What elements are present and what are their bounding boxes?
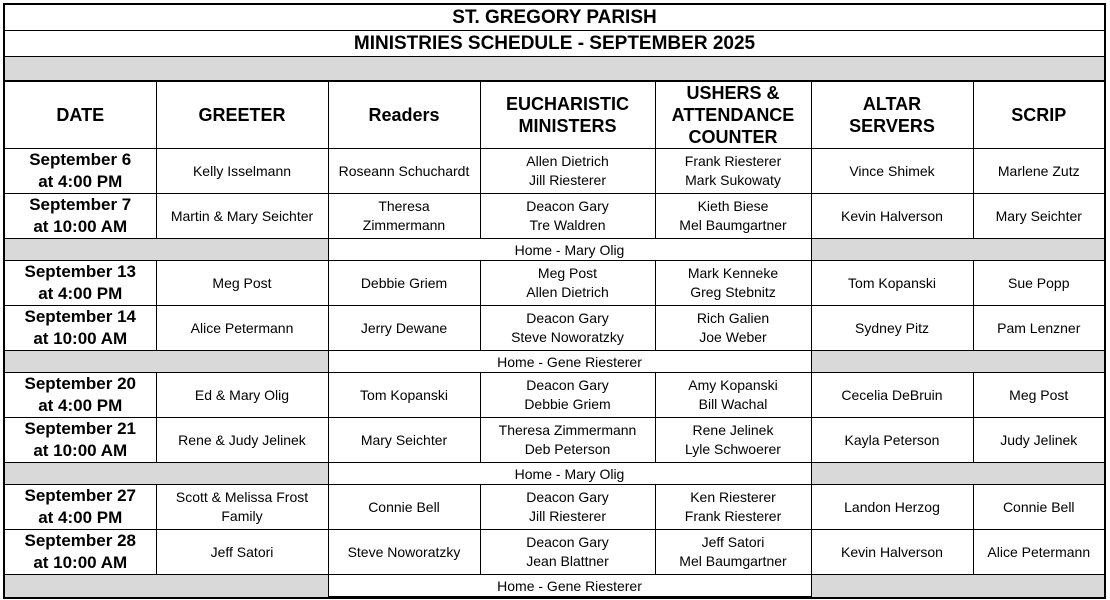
greeter-name: Family <box>221 508 263 524</box>
readers-name: Debbie Griem <box>360 274 448 291</box>
ushers-cell <box>655 485 811 530</box>
home-row <box>5 575 1104 597</box>
eucharistic-cell <box>480 485 655 530</box>
altar-cell <box>811 149 973 194</box>
altar-cell <box>811 194 973 239</box>
service-row <box>5 485 1104 530</box>
greeter-cell <box>156 194 328 239</box>
header-date: DATE <box>5 82 156 149</box>
altar-name: Landon Herzog <box>844 498 940 515</box>
service-row <box>5 306 1104 351</box>
home-row-fill <box>5 351 328 373</box>
readers-cell <box>328 485 480 530</box>
greeter-name: Ed & Mary Olig <box>194 386 290 403</box>
home-row-fill <box>811 463 1104 485</box>
readers-cell <box>328 373 480 418</box>
home-row-fill <box>5 239 328 261</box>
readers-name: Roseann Schuchardt <box>338 162 470 179</box>
readers-cell <box>328 306 480 351</box>
altar-cell <box>811 530 973 575</box>
scrip-name: Alice Petermann <box>987 543 1091 560</box>
home-assignment: Home - Gene Riesterer <box>328 351 811 373</box>
eucharistic-name: Allen Dietrich <box>526 153 609 169</box>
service-date: September 21 <box>24 419 136 438</box>
header-spacer <box>5 57 1104 81</box>
greeter-cell <box>156 261 328 306</box>
scrip-name: Connie Bell <box>1002 498 1075 515</box>
eucharistic-cell <box>480 149 655 194</box>
home-row <box>5 239 1104 261</box>
service-date-cell <box>5 261 156 306</box>
service-date-cell <box>5 373 156 418</box>
eucharistic-name: Deacon Gary <box>526 377 609 393</box>
ushers-cell <box>655 194 811 239</box>
readers-name: Jerry Dewane <box>360 319 448 336</box>
ushers-name: Mel Baumgartner <box>679 217 787 233</box>
greeter-cell <box>156 149 328 194</box>
service-date: September 13 <box>24 262 136 281</box>
greeter-name: Jeff Satori <box>210 543 274 560</box>
home-row-fill <box>811 575 1104 597</box>
service-time: at 10:00 AM <box>33 553 128 572</box>
header-altar-servers: ALTAR SERVERS <box>811 82 973 149</box>
eucharistic-name: Debbie Griem <box>524 396 611 412</box>
greeter-name: Scott & Melissa Frost <box>175 489 309 505</box>
altar-name: Kevin Halverson <box>841 543 943 560</box>
scrip-name: Marlene Zutz <box>997 162 1080 179</box>
altar-name: Sydney Pitz <box>855 319 929 336</box>
ushers-name: Mark Sukowaty <box>685 172 781 188</box>
eucharistic-cell <box>480 418 655 463</box>
service-date-cell <box>5 418 156 463</box>
ushers-name: Bill Wachal <box>698 396 768 412</box>
ushers-cell <box>655 373 811 418</box>
home-row-fill <box>5 463 328 485</box>
altar-cell <box>811 485 973 530</box>
readers-cell <box>328 194 480 239</box>
service-time: at 10:00 AM <box>33 329 128 348</box>
greeter-cell <box>156 373 328 418</box>
scrip-cell <box>973 418 1104 463</box>
scrip-cell <box>973 485 1104 530</box>
eucharistic-cell <box>480 373 655 418</box>
readers-name: Zimmermann <box>362 217 446 233</box>
home-assignment: Home - Gene Riesterer <box>328 575 811 597</box>
service-time: at 4:00 PM <box>38 396 123 415</box>
eucharistic-cell <box>480 194 655 239</box>
service-date-cell <box>5 530 156 575</box>
eucharistic-cell <box>480 261 655 306</box>
service-time: at 4:00 PM <box>38 172 123 191</box>
service-row <box>5 373 1104 418</box>
eucharistic-name: Steve Noworatzky <box>511 329 624 345</box>
eucharistic-name: Deacon Gary <box>526 198 609 214</box>
service-date-cell <box>5 485 156 530</box>
ushers-name: Ken Riesterer <box>690 489 776 505</box>
readers-name: Mary Seichter <box>360 431 448 448</box>
eucharistic-cell <box>480 306 655 351</box>
ushers-name: Amy Kopanski <box>688 377 778 393</box>
scrip-cell <box>973 373 1104 418</box>
ushers-name: Rich Galien <box>696 310 770 326</box>
home-row-fill <box>5 575 328 597</box>
eucharistic-name: Allen Dietrich <box>526 284 609 300</box>
eucharistic-name: Tre Waldren <box>529 217 606 233</box>
readers-name: Steve Noworatzky <box>347 543 461 560</box>
header-readers: Readers <box>328 82 480 149</box>
ushers-name: Frank Riesterer <box>684 153 782 169</box>
scrip-cell <box>973 149 1104 194</box>
scrip-cell <box>973 530 1104 575</box>
eucharistic-name: Jill Riesterer <box>528 172 606 188</box>
greeter-cell <box>156 485 328 530</box>
service-time: at 4:00 PM <box>38 508 123 527</box>
altar-name: Cecelia DeBruin <box>841 386 943 403</box>
greeter-cell <box>156 418 328 463</box>
service-date: September 7 <box>29 195 132 214</box>
greeter-name: Kelly Isselmann <box>192 162 292 179</box>
service-date: September 6 <box>29 150 132 169</box>
scrip-cell <box>973 306 1104 351</box>
schedule-table <box>5 81 1104 597</box>
eucharistic-name: Deacon Gary <box>526 534 609 550</box>
altar-name: Kevin Halverson <box>841 207 943 224</box>
home-row <box>5 351 1104 373</box>
header-scrip: SCRIP <box>973 82 1104 149</box>
eucharistic-cell <box>480 530 655 575</box>
eucharistic-name: Deacon Gary <box>526 489 609 505</box>
service-time: at 4:00 PM <box>38 284 123 303</box>
service-date-cell <box>5 306 156 351</box>
readers-cell <box>328 530 480 575</box>
ushers-name: Frank Riesterer <box>684 508 782 524</box>
altar-cell <box>811 261 973 306</box>
ushers-name: Lyle Schwoerer <box>685 441 781 457</box>
service-date: September 14 <box>24 307 136 326</box>
scrip-name: Mary Seichter <box>995 207 1082 224</box>
scrip-name: Pam Lenzner <box>997 319 1081 336</box>
service-date-cell <box>5 194 156 239</box>
ushers-cell <box>655 261 811 306</box>
home-assignment: Home - Mary Olig <box>328 239 811 261</box>
altar-cell <box>811 373 973 418</box>
eucharistic-name: Jean Blattner <box>526 553 609 569</box>
eucharistic-name: Jill Riesterer <box>528 508 606 524</box>
ushers-name: Jeff Satori <box>701 534 765 550</box>
service-row <box>5 194 1104 239</box>
header-row <box>5 82 1104 149</box>
service-row <box>5 418 1104 463</box>
service-row <box>5 149 1104 194</box>
readers-name: Tom Kopanski <box>360 386 448 403</box>
ushers-cell <box>655 530 811 575</box>
service-time: at 10:00 AM <box>33 441 128 460</box>
header-greeter: GREETER <box>156 82 328 149</box>
readers-name: Connie Bell <box>368 498 440 515</box>
schedule-sheet <box>3 3 1106 599</box>
eucharistic-name: Meg Post <box>537 265 598 281</box>
greeter-cell <box>156 530 328 575</box>
service-row <box>5 261 1104 306</box>
scrip-name: Sue Popp <box>1008 274 1070 291</box>
service-row <box>5 530 1104 575</box>
home-row <box>5 463 1104 485</box>
schedule-body <box>5 149 1104 597</box>
service-date: September 20 <box>24 374 136 393</box>
ushers-cell <box>655 149 811 194</box>
scrip-cell <box>973 194 1104 239</box>
header-eucharistic-ministers: EUCHARISTIC MINISTERS <box>480 82 655 149</box>
altar-name: Kayla Peterson <box>844 431 940 448</box>
scrip-name: Judy Jelinek <box>1000 431 1078 448</box>
eucharistic-name: Theresa Zimmermann <box>498 422 637 438</box>
eucharistic-name: Deacon Gary <box>526 310 609 326</box>
scrip-name: Meg Post <box>1009 386 1069 403</box>
greeter-name: Rene & Judy Jelinek <box>178 431 306 448</box>
readers-name: Theresa <box>378 198 430 214</box>
ushers-name: Rene Jelinek <box>692 422 774 438</box>
altar-name: Vince Shimek <box>849 162 935 179</box>
altar-name: Tom Kopanski <box>848 274 936 291</box>
ushers-name: Joe Weber <box>699 329 767 345</box>
ushers-name: Mark Kenneke <box>687 265 779 281</box>
greeter-name: Meg Post <box>212 274 272 291</box>
ushers-name: Mel Baumgartner <box>679 553 787 569</box>
greeter-name: Martin & Mary Seichter <box>170 207 314 224</box>
eucharistic-name: Deb Peterson <box>524 441 611 457</box>
service-date: September 28 <box>24 531 136 550</box>
altar-cell <box>811 418 973 463</box>
altar-cell <box>811 306 973 351</box>
service-time: at 10:00 AM <box>33 217 128 236</box>
greeter-cell <box>156 306 328 351</box>
greeter-name: Alice Petermann <box>190 319 294 336</box>
parish-title: ST. GREGORY PARISH <box>5 5 1104 31</box>
ushers-cell <box>655 306 811 351</box>
scrip-cell <box>973 261 1104 306</box>
home-row-fill <box>811 351 1104 373</box>
ushers-cell <box>655 418 811 463</box>
ushers-name: Greg Stebnitz <box>690 284 776 300</box>
ushers-name: Kieth Biese <box>697 198 769 214</box>
readers-cell <box>328 149 480 194</box>
home-assignment: Home - Mary Olig <box>328 463 811 485</box>
header-ushers: USHERS & ATTENDANCE COUNTER <box>655 82 811 149</box>
service-date: September 27 <box>24 486 136 505</box>
home-row-fill <box>811 239 1104 261</box>
service-date-cell <box>5 149 156 194</box>
readers-cell <box>328 261 480 306</box>
readers-cell <box>328 418 480 463</box>
schedule-title: MINISTRIES SCHEDULE - SEPTEMBER 2025 <box>5 31 1104 57</box>
